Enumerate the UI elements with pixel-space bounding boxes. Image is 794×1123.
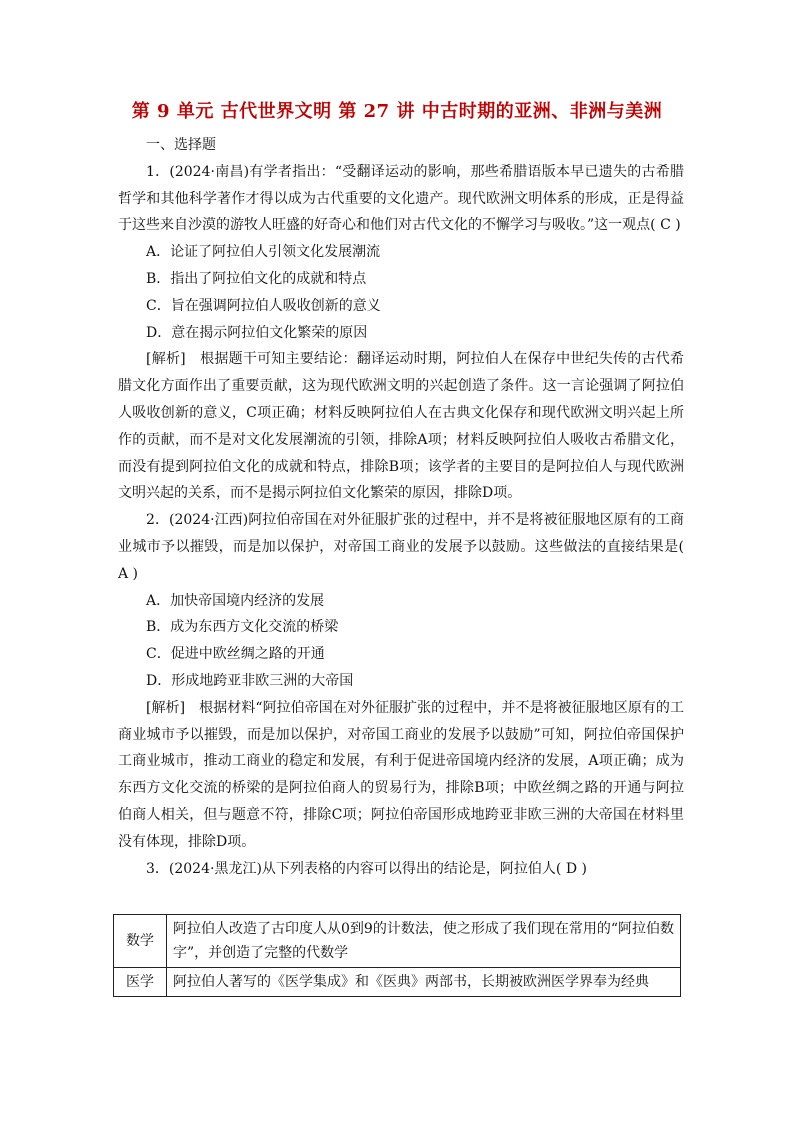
- table-row-heading: 医学: [114, 968, 167, 997]
- question-1-analysis: [解析] 根据题干可知主要结论：翻译运动时期，阿拉伯人在保存中世纪失传的古代希腊文化方面作出了重要贡献，这为现代欧洲文明的兴起创造了条件。这一言论强调了阿拉伯人吸收创新的意义，C项正确；材料反映阿拉伯人在古典文化保存和现代欧洲文明兴起上所作的贡献，而不是对文化发展潮流的引领，排除A项；材料反映阿拉伯人吸收古希腊文化，而没有提到阿拉伯文化的成就和特点，排除B项；该学者的主要目的是阿拉伯人与现代欧洲文明兴起的关系，而不是揭示阿拉伯文化繁荣的原因，排除D项。: [118, 351, 684, 502]
- question-2-analysis: [解析] 根据材料“阿拉伯帝国在对外征服扩张的过程中，并不是将被征服地区原有的工商业城市予以摧毁，而是加以保护，对帝国工商业的发展予以鼓励”可知，阿拉伯帝国保护工商业城市，推动工商业的稳定和发展，有利于促进帝国境内经济的发展，A项正确；成为东西方文化交流的桥梁的是阿拉伯商人的贸易行为，排除B项；中欧丝绸之路的开通与阿拉伯商人相关，但与题意不符，排除C项；阿拉伯帝国形成地跨亚非欧三洲的大帝国在材料里没有体现，排除D项。: [118, 699, 684, 850]
- question-2-option-c: C．促进中欧丝绸之路的开通: [146, 646, 325, 663]
- page-title: 第 9 单元 古代世界文明 第 27 讲 中古时期的亚洲、非洲与美洲: [131, 101, 663, 122]
- question-2-option-b: B．成为东西方文化交流的桥梁: [146, 619, 339, 636]
- question-1-stem: 1．(2024·南昌)有学者指出：“受翻译运动的影响，那些希腊语版本早已遗失的古希腊哲学和其他科学著作才得以成为古代重要的文化遗产。现代欧洲文明体系的形成，正是得益于这些来自沙漠的游牧人旺盛的好奇心和他们对古代文化的不懈学习与吸收。”这一观点( C ): [118, 163, 684, 234]
- table-row-text: 阿拉伯人改造了古印度人从0到9的计数法，使之形成了我们现在常用的“阿拉伯数字”，并创造了完整的代数学: [167, 915, 681, 968]
- question-1-option-b: B．指出了阿拉伯文化的成就和特点: [146, 270, 367, 287]
- question-1-option-c: C．旨在强调阿拉伯人吸收创新的意义: [146, 297, 381, 314]
- question-1-option-a: A．论证了阿拉伯人引领文化发展潮流: [146, 244, 381, 261]
- content-body: [118, 132, 684, 882]
- table-row-text: 阿拉伯人著写的《医学集成》和《医典》两部书，长期被欧洲医学界奉为经典: [167, 968, 681, 997]
- question-3-stem: 3．(2024·黑龙江)从下列表格的内容可以得出的结论是，阿拉伯人( D ): [146, 860, 587, 877]
- question-1-option-d: D．意在揭示阿拉伯文化繁荣的原因: [146, 324, 368, 341]
- table-row: [114, 968, 681, 997]
- table-row: [114, 915, 681, 968]
- table-row-heading: 数学: [114, 915, 167, 968]
- question-2-option-d: D．形成地跨亚非欧三洲的大帝国: [146, 672, 354, 689]
- section-heading: 一、选择题: [146, 137, 216, 153]
- question-3-table: [113, 914, 681, 997]
- question-2-option-a: A．加快帝国境内经济的发展: [146, 592, 325, 609]
- question-2-stem: 2．(2024·江西)阿拉伯帝国在对外征服扩张的过程中，并不是将被征服地区原有的工商业城市予以摧毁，而是加以保护，对帝国工商业的发展予以鼓励。这些做法的直接结果是( A ): [118, 512, 684, 582]
